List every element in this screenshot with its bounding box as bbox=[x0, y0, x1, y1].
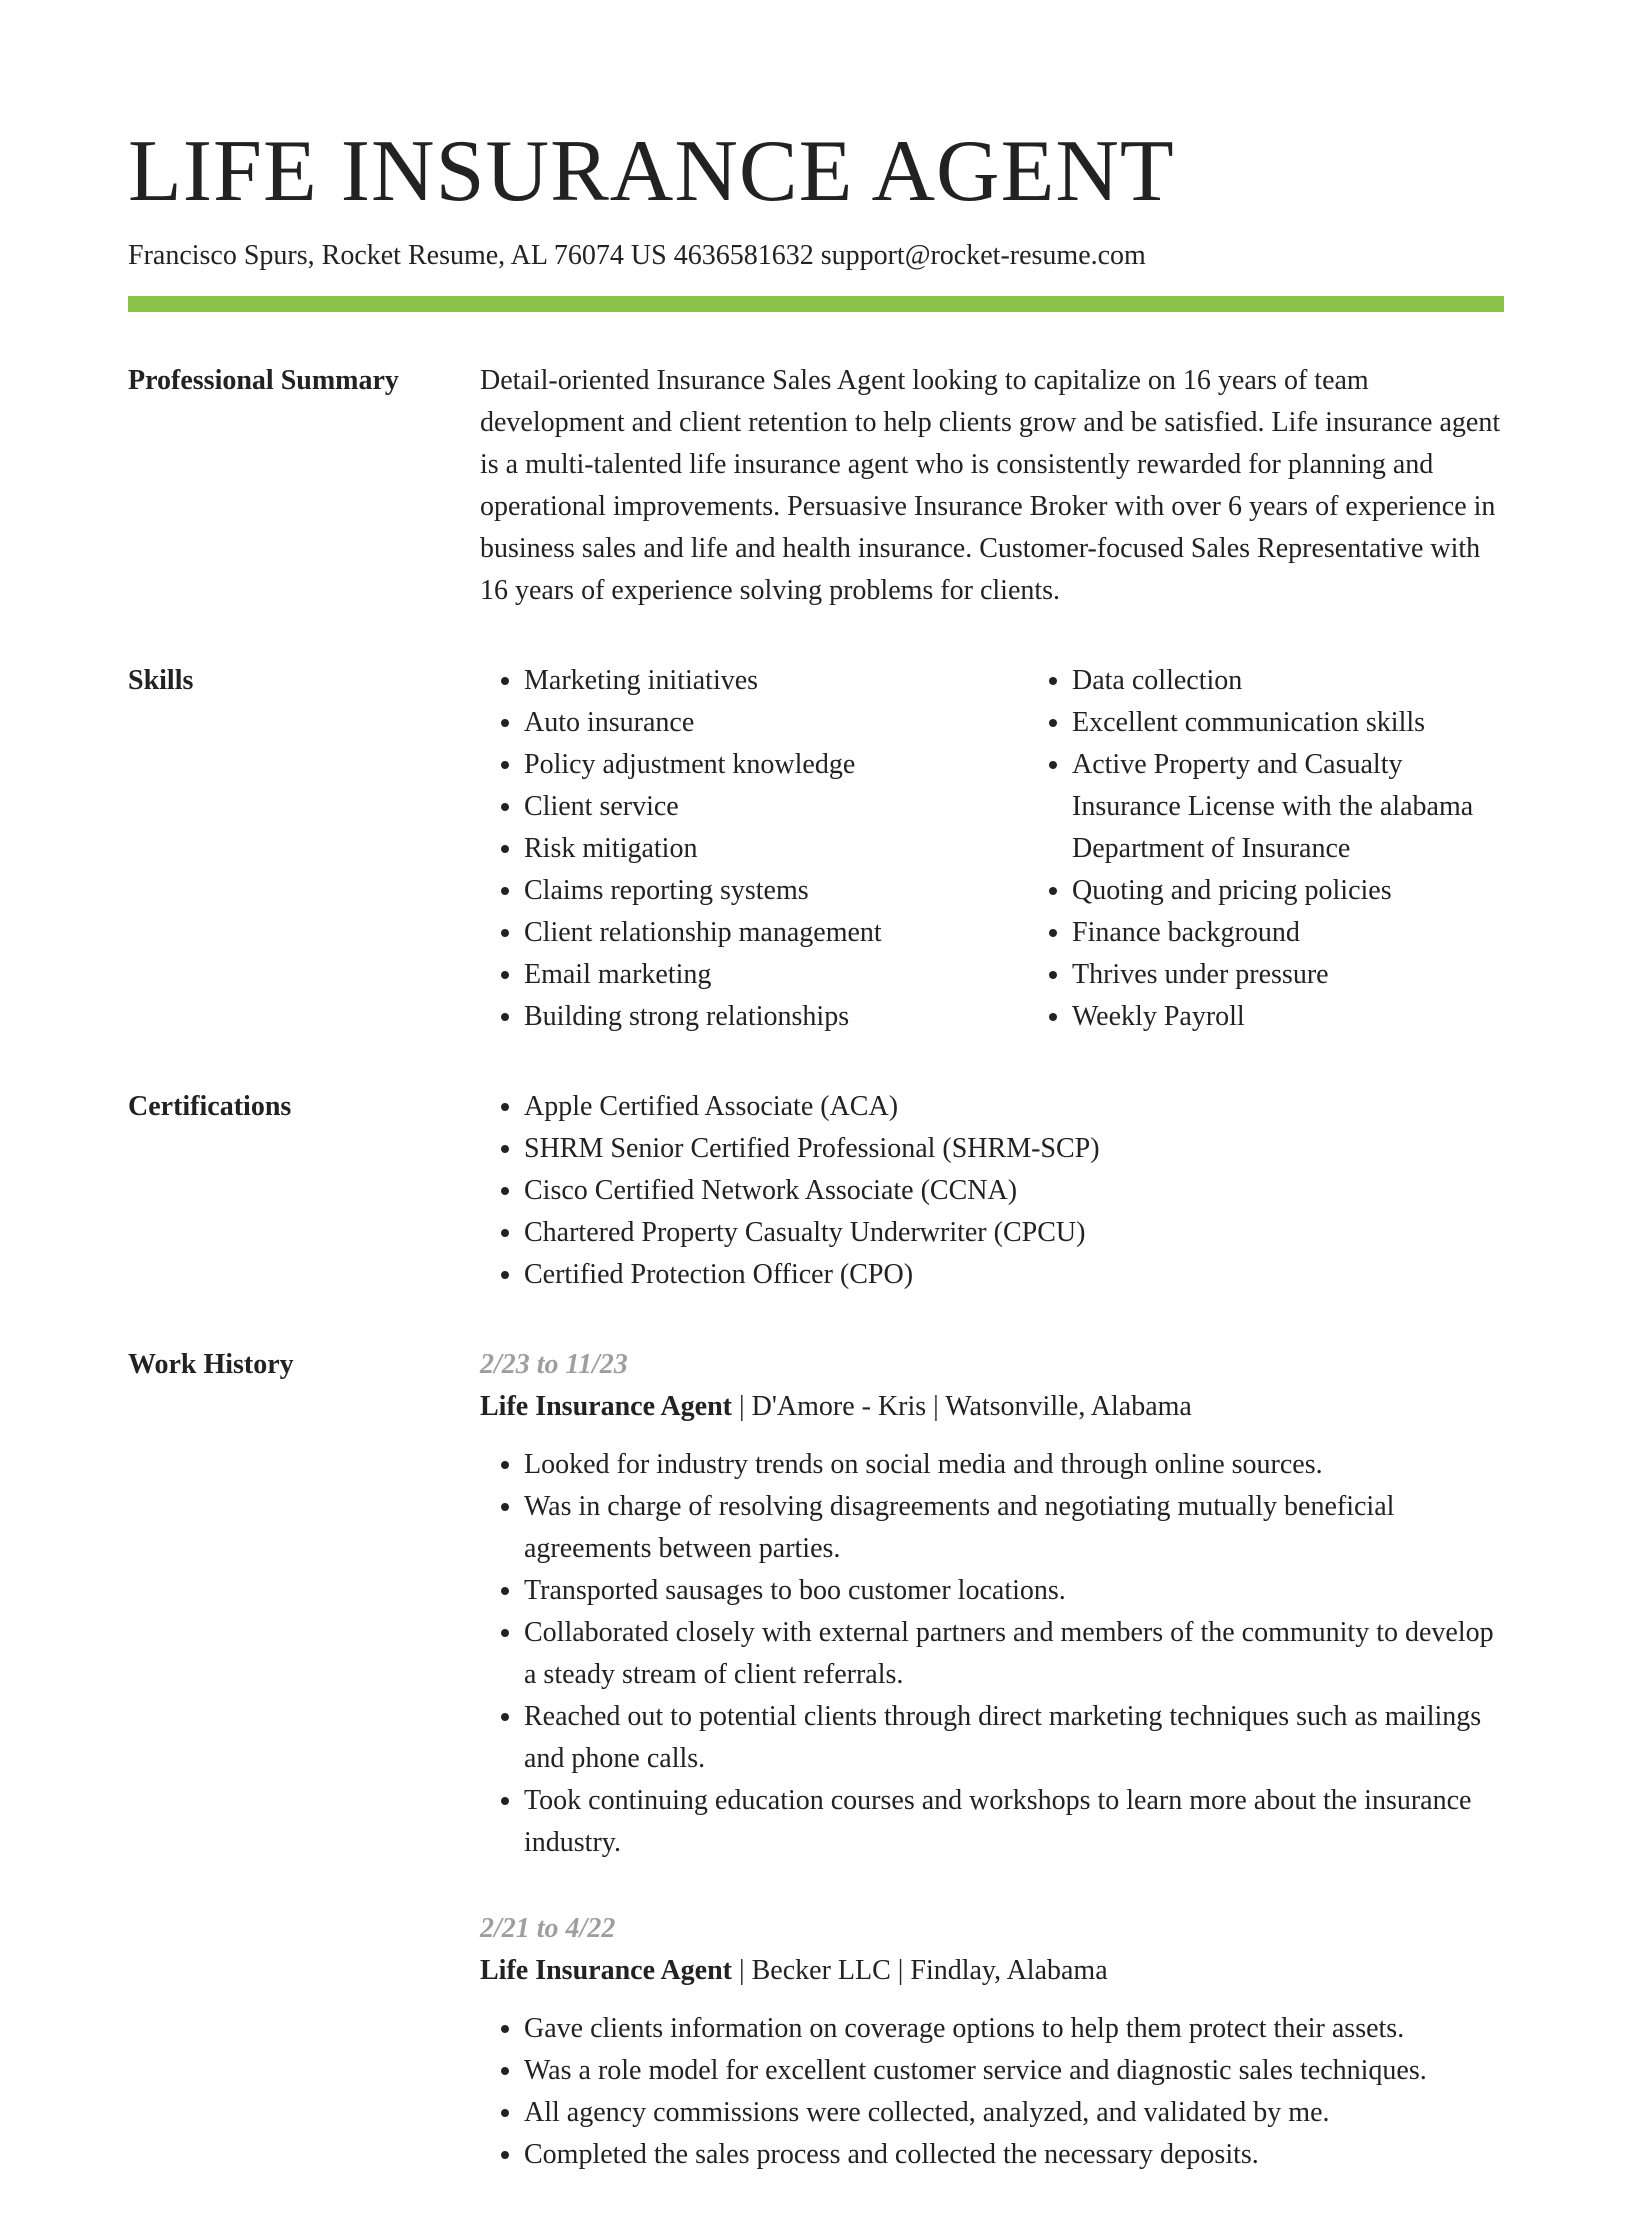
skills-section bbox=[128, 660, 1504, 1038]
header-divider bbox=[128, 296, 1504, 312]
skill-item: • Claims reporting systems bbox=[524, 870, 1028, 912]
certification-item: • SHRM Senior Certified Professional (SHRM-SCP) bbox=[524, 1128, 1504, 1170]
summary-text: Detail-oriented Insurance Sales Agent looking to capitalize on 16 years of team development and client retention to help clients grow and be satisfied. Life insurance agent is a multi-talented life insurance agent who is consistently rewarded for planning and operational improvements. Persuasive Insurance Broker with over 6 years of experience in business sales and life and health insurance. Customer-focused Sales Representative with 16 years of experience solving problems for clients. bbox=[480, 365, 1501, 606]
work-history-section bbox=[128, 1344, 1504, 2220]
skill-item: • Excellent communication skills bbox=[1072, 702, 1504, 744]
skill-item: • Active Property and Casualty Insurance License with the alabama Department of Insurance bbox=[1072, 744, 1504, 870]
job-bullets bbox=[480, 2008, 1504, 2176]
job-bullet: • Reached out to potential clients through direct marketing techniques such as mailings and phone calls. bbox=[524, 1696, 1504, 1780]
certification-item: • Apple Certified Associate (ACA) bbox=[524, 1086, 1504, 1128]
job-entry bbox=[480, 1908, 1504, 2176]
skill-item: • Policy adjustment knowledge bbox=[524, 744, 1028, 786]
job-bullet: • Completed the sales process and collected the necessary deposits. bbox=[524, 2134, 1504, 2176]
job-bullet: • Collaborated closely with external partners and members of the community to develop a steady stream of client referrals. bbox=[524, 1612, 1504, 1696]
section-label-summary: Professional Summary bbox=[128, 365, 399, 396]
work-history-body bbox=[480, 1344, 1504, 2220]
skill-item: • Client service bbox=[524, 786, 1028, 828]
resume-page bbox=[128, 0, 1504, 2220]
certification-item: • Cisco Certified Network Associate (CCNA) bbox=[524, 1170, 1504, 1212]
job-bullet: • Gave clients information on coverage options to help them protect their assets. bbox=[524, 2008, 1504, 2050]
skill-item: • Risk mitigation bbox=[524, 828, 1028, 870]
section-label-skills: Skills bbox=[128, 665, 194, 696]
skills-column-2 bbox=[1028, 660, 1504, 1038]
job-entry bbox=[480, 1344, 1504, 1864]
job-details: | D'Amore - Kris | Watsonville, Alabama bbox=[732, 1391, 1192, 1422]
skills-column-1 bbox=[480, 660, 1028, 1038]
section-label-certifications: Certifications bbox=[128, 1091, 292, 1122]
skill-item: • Data collection bbox=[1072, 660, 1504, 702]
job-bullets bbox=[480, 1444, 1504, 1864]
job-bullet: • Was in charge of resolving disagreements and negotiating mutually beneficial agreements between parties. bbox=[524, 1486, 1504, 1570]
skill-item: • Quoting and pricing policies bbox=[1072, 870, 1504, 912]
skill-item: • Marketing initiatives bbox=[524, 660, 1028, 702]
certifications-list bbox=[480, 1086, 1504, 1296]
job-bullet: • Transported sausages to boo customer locations. bbox=[524, 1570, 1504, 1612]
job-title: Life Insurance Agent bbox=[480, 1955, 732, 1986]
skill-item: • Email marketing bbox=[524, 954, 1028, 996]
summary-section bbox=[128, 360, 1504, 612]
skill-item: • Thrives under pressure bbox=[1072, 954, 1504, 996]
resume-title: LIFE INSURANCE AGENT bbox=[128, 123, 1175, 220]
job-bullet: • Looked for industry trends on social media and through online sources. bbox=[524, 1444, 1504, 1486]
job-dates: 2/21 to 4/22 bbox=[480, 1913, 616, 1944]
certification-item: • Certified Protection Officer (CPO) bbox=[524, 1254, 1504, 1296]
job-bullet: • All agency commissions were collected, analyzed, and validated by me. bbox=[524, 2092, 1504, 2134]
certifications-section bbox=[128, 1086, 1504, 1296]
skill-item: • Client relationship management bbox=[524, 912, 1028, 954]
contact-line: Francisco Spurs, Rocket Resume, AL 76074 US 4636581632 support@rocket-resume.com bbox=[128, 240, 1146, 271]
job-bullet: • Was a role model for excellent customer service and diagnostic sales techniques. bbox=[524, 2050, 1504, 2092]
skill-item: • Weekly Payroll bbox=[1072, 996, 1504, 1038]
skills-grid bbox=[480, 660, 1504, 1038]
certification-item: • Chartered Property Casualty Underwriter (CPCU) bbox=[524, 1212, 1504, 1254]
skill-item: • Finance background bbox=[1072, 912, 1504, 954]
skill-item: • Auto insurance bbox=[524, 702, 1028, 744]
certifications-body bbox=[480, 1086, 1504, 1296]
section-label-work-history: Work History bbox=[128, 1349, 294, 1380]
summary-body bbox=[480, 360, 1504, 612]
job-details: | Becker LLC | Findlay, Alabama bbox=[732, 1955, 1108, 1986]
job-title: Life Insurance Agent bbox=[480, 1391, 732, 1422]
job-dates: 2/23 to 11/23 bbox=[480, 1349, 628, 1380]
skill-item: • Building strong relationships bbox=[524, 996, 1028, 1038]
job-heading bbox=[480, 1950, 1504, 1992]
job-heading bbox=[480, 1386, 1504, 1428]
job-bullet: • Took continuing education courses and workshops to learn more about the insurance industry. bbox=[524, 1780, 1504, 1864]
